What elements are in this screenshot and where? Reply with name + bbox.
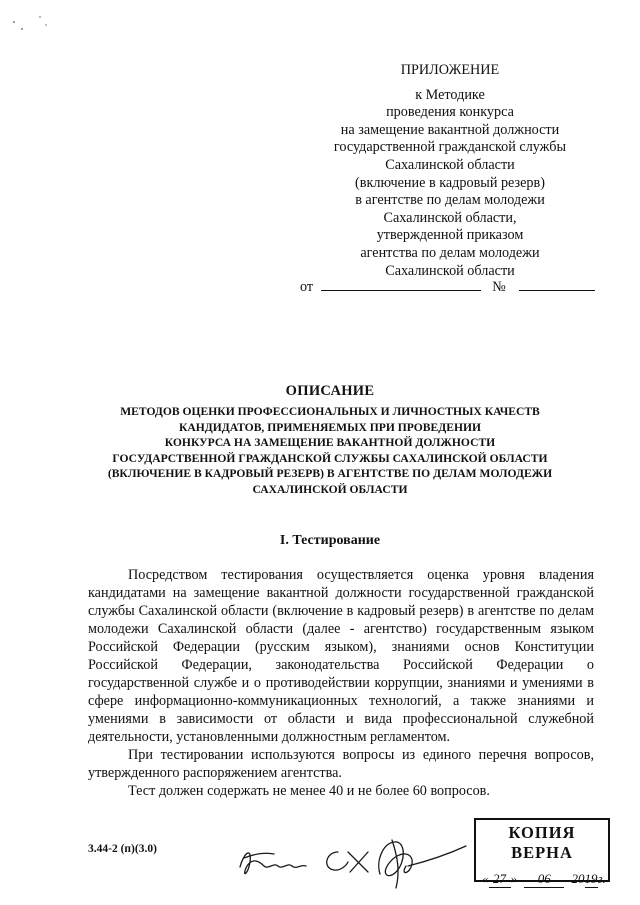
annex-line: к Методике: [415, 86, 485, 103]
subheading-line: МЕТОДОВ ОЦЕНКИ ПРОФЕССИОНАЛЬНЫХ И ЛИЧНОСТНЫХ КАЧЕСТВ: [120, 405, 540, 418]
stamp-month: 06: [524, 871, 564, 888]
document-subheading: [80, 404, 580, 498]
annex-line: Сахалинской области: [385, 156, 515, 173]
date-blank: [321, 278, 481, 291]
stamp-close-quote: »: [510, 871, 517, 886]
annex-line: (включение в кадровый резерв): [355, 174, 545, 191]
subheading-line: ГОСУДАРСТВЕННОЙ ГРАЖДАНСКОЙ СЛУЖБЫ САХАЛИНСКОЙ ОБЛАСТИ: [112, 451, 548, 465]
annex-title: ПРИЛОЖЕНИЕ: [400, 62, 500, 78]
certified-copy-stamp: [474, 818, 610, 886]
from-label: от: [300, 279, 314, 295]
annex-line: Сахалинской области: [385, 262, 515, 279]
number-label: №: [492, 279, 506, 295]
annex-line: на замещение вакантной должности: [340, 121, 560, 138]
body-text: [88, 566, 594, 800]
section-title: I. Тестирование: [279, 533, 381, 548]
stamp-year-unit: г.: [597, 871, 606, 886]
stamp-open-quote: «: [482, 871, 489, 886]
scan-specks: [0, 0, 60, 40]
stamp-day: 27: [489, 871, 511, 888]
annex-line: в агентстве по делам молодежи: [355, 192, 545, 209]
annex-line: агентства по делам молодежи: [360, 244, 540, 261]
footer-code: 3.44-2 (п)(3.0): [88, 843, 157, 855]
handwritten-signatures: [230, 822, 480, 892]
annex-block: [300, 62, 600, 280]
stamp-year-suffix: 19: [584, 871, 598, 886]
stamp-year-prefix: 20: [571, 871, 585, 886]
paragraph: Тест должен содержать не менее 40 и не более 60 вопросов.: [128, 783, 490, 799]
annex-line: утвержденной приказом: [376, 227, 524, 244]
subheading-line: КАНДИДАТОВ, ПРИМЕНЯЕМЫХ ПРИ ПРОВЕДЕНИИ: [178, 420, 482, 434]
stamp-date: [482, 871, 606, 888]
number-blank: [519, 278, 595, 291]
paragraph: При тестировании используются вопросы из единого перечня вопросов, утвержденного распоряжением агентства.: [88, 747, 594, 781]
subheading-line: САХАЛИНСКОЙ ОБЛАСТИ: [252, 482, 408, 496]
annex-line: проведения конкурса: [386, 104, 514, 121]
subheading-line: КОНКУРСА НА ЗАМЕЩЕНИЕ ВАКАНТНОЙ ДОЛЖНОСТИ: [164, 436, 496, 450]
document-heading: ОПИСАНИЕ: [285, 383, 375, 399]
annex-line: государственной гражданской службы: [333, 139, 567, 156]
paragraph: Посредством тестирования осуществляется оценка уровня владения кандидатами на замещение вакантной должности государственной гражданской службы Сахалинской области (включение в кадровый резерв) в агентстве по делам молодежи Сахалинской области (далее - агентство) государственным языком Российской Федерации (русским языком), знаниями основ Конституции Российской Федерации, законодательства Российской Федерации о государственной службе и о противодействии коррупции, знаниями и умениями в сфере информационно-коммуникационных технологий, а также знаниями и умениями в зависимости от области и вида профессиональной служебной деятельности, установленными должностным регламентом.: [88, 567, 594, 745]
order-date-number-line: [300, 278, 600, 296]
stamp-title: КОПИЯ ВЕРНА: [508, 823, 576, 862]
annex-line: Сахалинской области,: [383, 209, 517, 226]
subheading-line: (ВКЛЮЧЕНИЕ В КАДРОВЫЙ РЕЗЕРВ) В АГЕНТСТВЕ ПО ДЕЛАМ МОЛОДЕЖИ: [107, 467, 553, 481]
